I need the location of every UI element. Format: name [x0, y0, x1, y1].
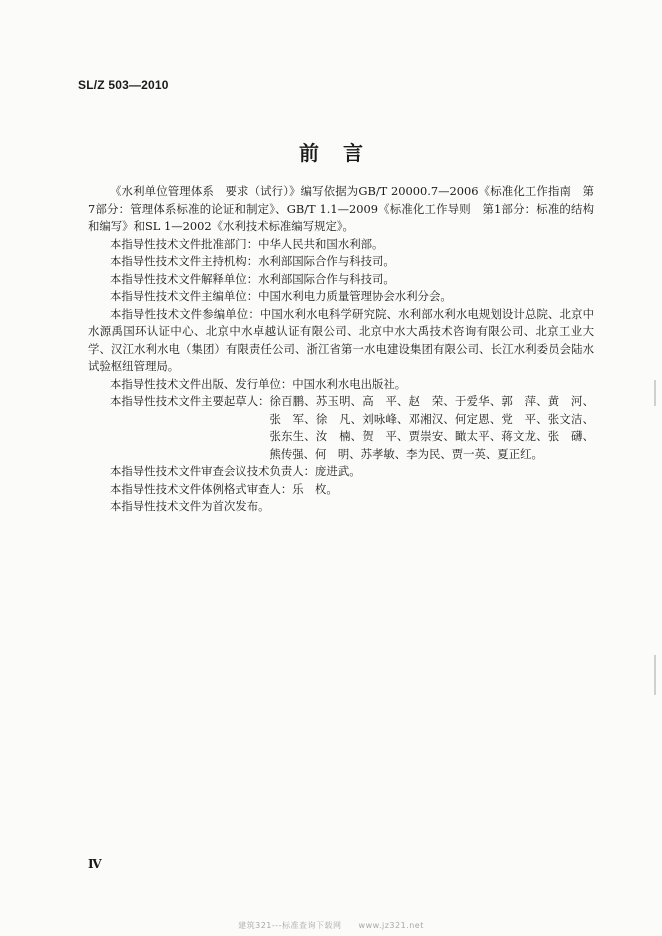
page-number: Ⅳ — [88, 857, 102, 871]
drafters-block — [88, 393, 594, 463]
preface-paragraph: 本指导性技术文件参编单位：中国水利水电科学研究院、水利部水利水电规划设计总院、北京中水源禹国环认证中心、北京中水卓越认证有限公司、北京中水大禹技术咨询有限公司、北京工业大学、汉江水利水电（集团）有限责任公司、浙江省第一水电建设集团有限公司、长江水利委员会陆水试验枢纽管理局。 — [88, 306, 594, 373]
preface-body — [88, 183, 594, 516]
preface-paragraph: 本指导性技术文件体例格式审查人：乐 枚。 — [110, 481, 338, 496]
preface-paragraph: 本指导性技术文件出版、发行单位：中国水利水电出版社。 — [110, 376, 407, 391]
preface-paragraph: 本指导性技术文件主编单位：中国水利电力质量管理协会水利分会。 — [110, 289, 452, 303]
preface-paragraph: 本指导性技术文件批准部门：中华人民共和国水利部。 — [110, 236, 384, 251]
scan-edge-mark — [654, 380, 656, 406]
drafters-names: 徐百鹏、苏玉明、高 平、赵 荣、于爱华、郭 萍、黄 河、张 军、徐 凡、刘咏峰、邓湘汉、何定恩、党 平、张文洁、张东生、汝 楠、贺 平、贾崇安、瞰太平、蒋文龙、张 礴、熊传强、何 明、苏孝敏、李为民、贾一英、夏正红。 — [269, 394, 594, 461]
preface-paragraph: 本指导性技术文件主持机构：水利部国际合作与科技司。 — [110, 254, 395, 268]
preface-paragraph: 本指导性技术文件解释单位：水利部国际合作与科技司。 — [110, 271, 395, 286]
scan-edge-mark — [654, 655, 656, 695]
preface-paragraph: 本指导性技术文件为首次发布。 — [110, 499, 270, 513]
document-code: SL/Z 503—2010 — [78, 78, 169, 92]
preface-paragraph: 《水利单位管理体系 要求（试行）》编写依据为GB/T 20000.7—2006《标准化工作指南 第7部分：管理体系标准的论证和制定》、GB/T 1.1—2009《标准化工作导则 第1部分：标准的结构和编写》和SL 1—2002《水利技术标准编写规定》。 — [88, 184, 594, 233]
preface-paragraph: 本指导性技术文件审查会议技术负责人：庞进武。 — [110, 464, 361, 478]
page-title: 前言 — [299, 141, 387, 165]
drafters-label: 本指导性技术文件主要起草人： — [110, 394, 270, 408]
footer-watermark: 建筑321---标准查询下载网 www.jz321.net — [238, 921, 424, 930]
